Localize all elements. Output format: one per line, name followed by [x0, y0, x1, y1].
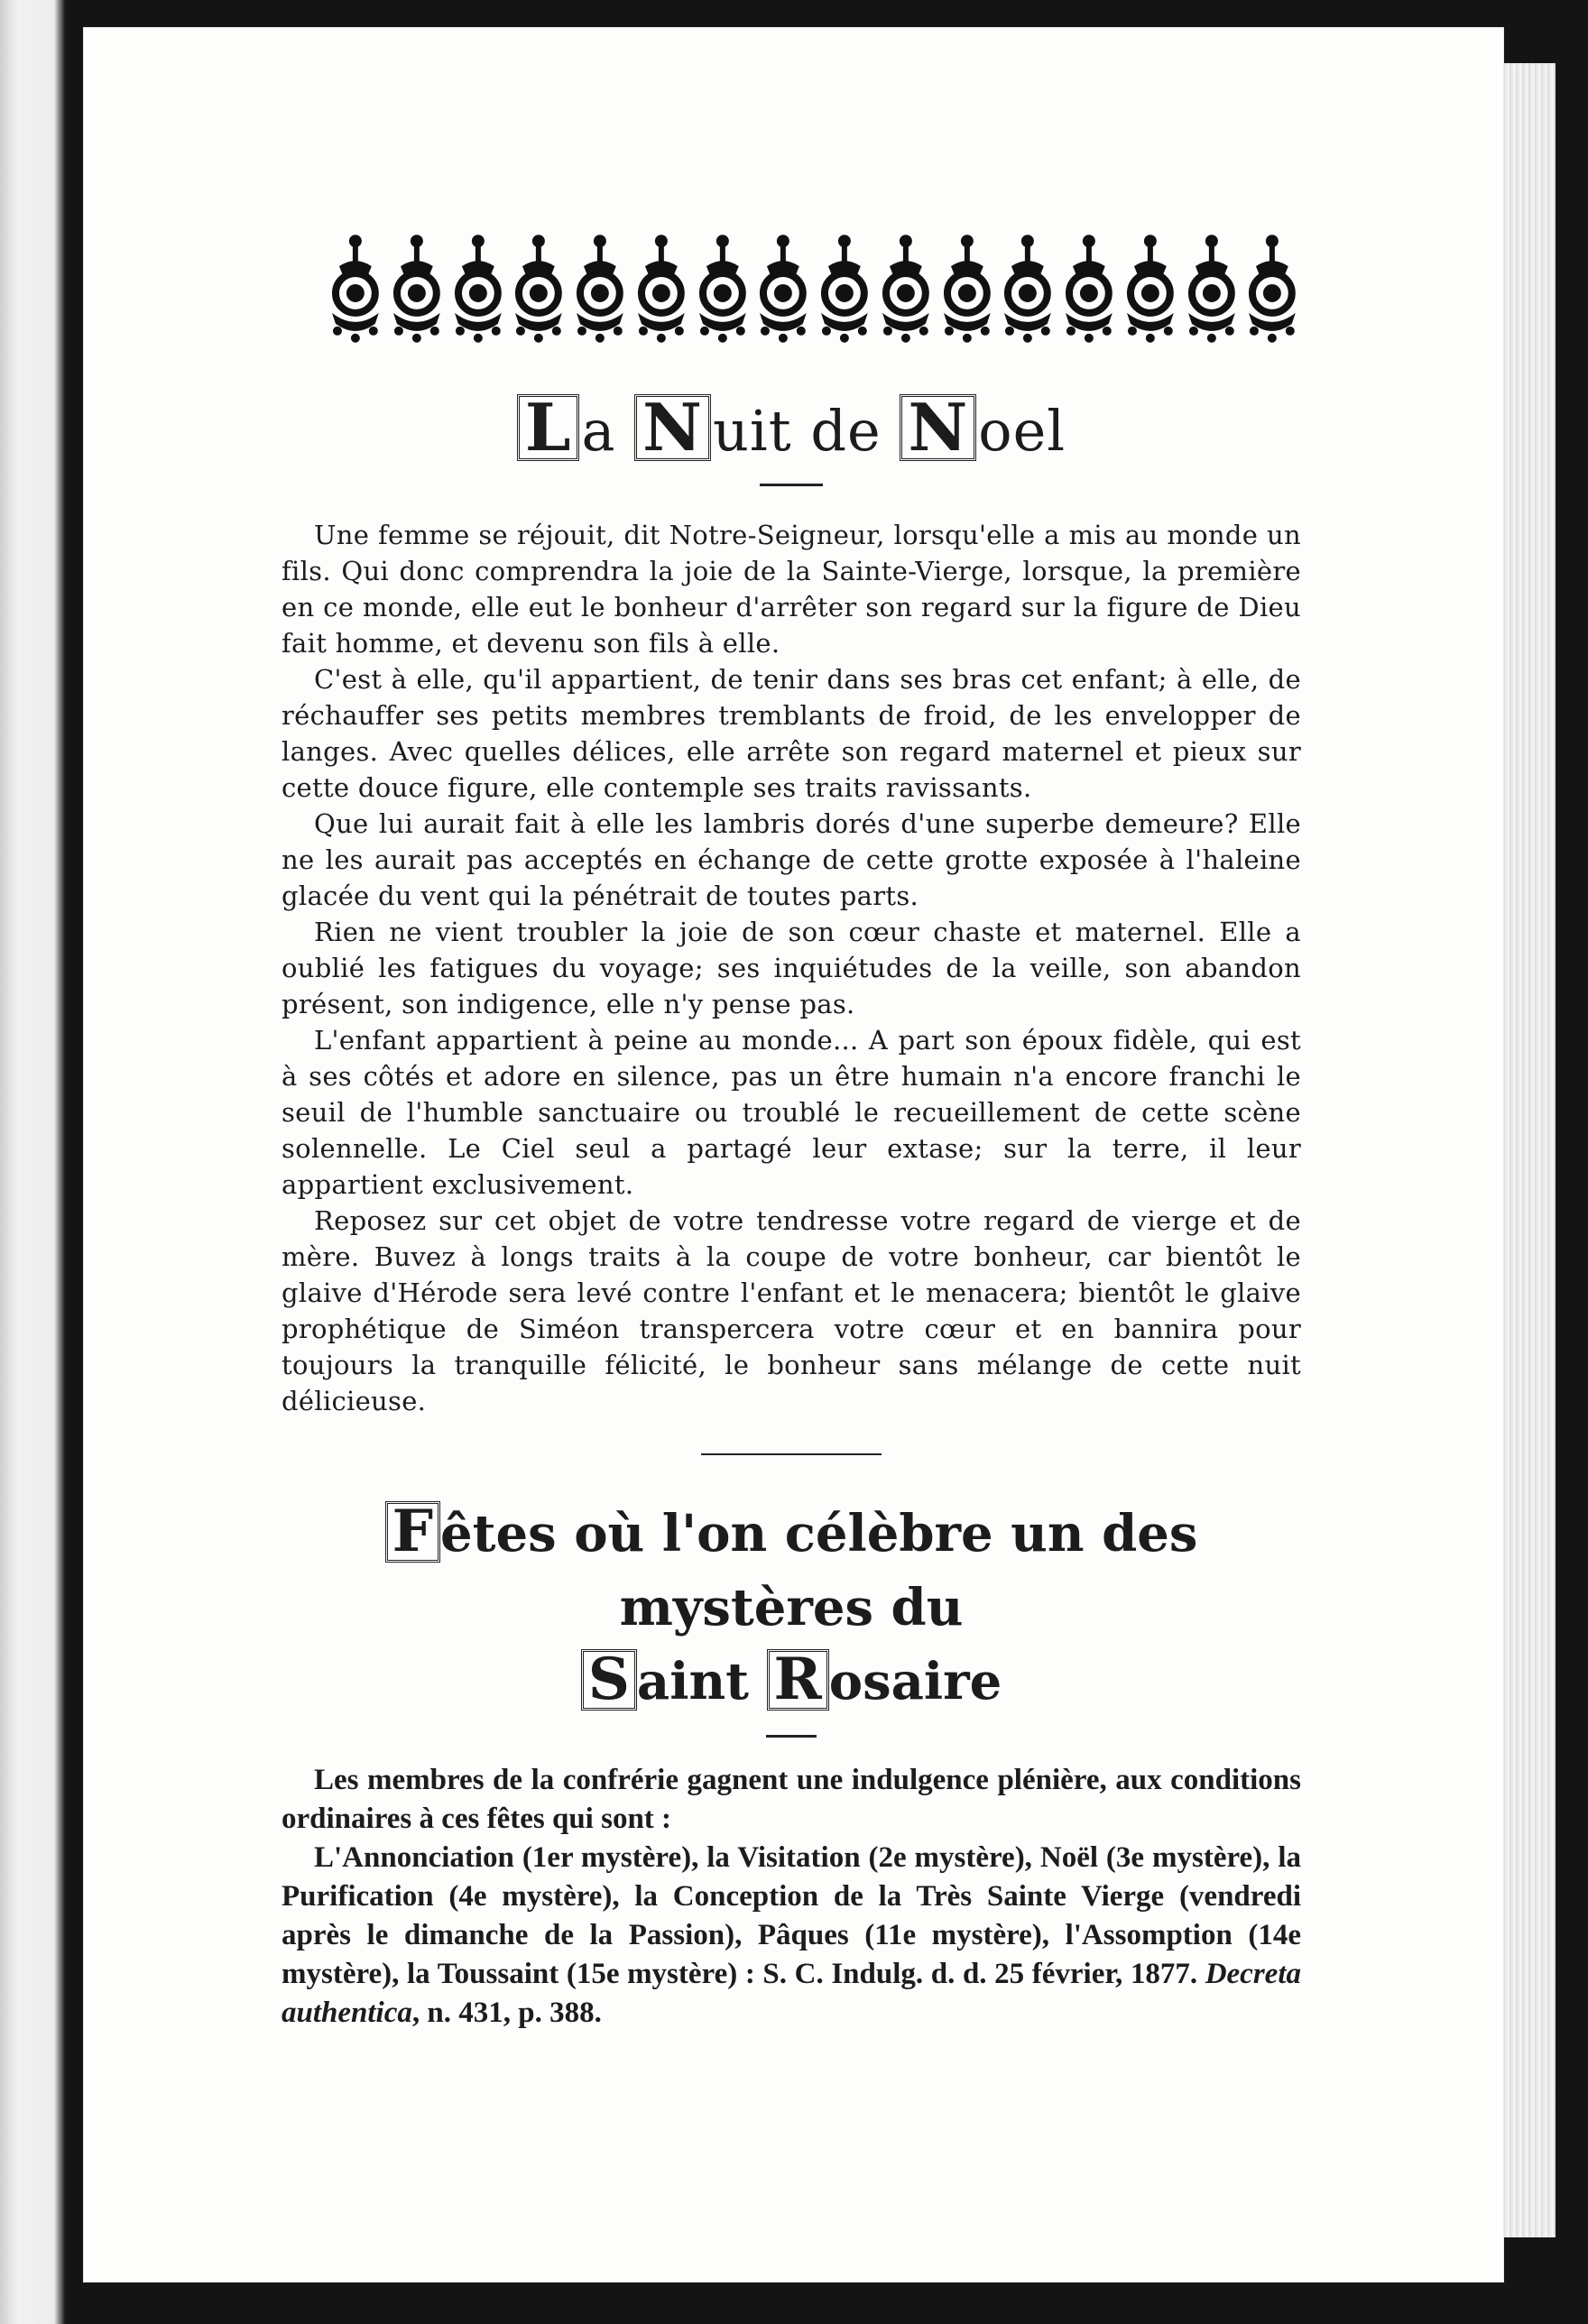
page-content — [282, 230, 1301, 2033]
crown-wreath-icon — [754, 230, 812, 347]
paragraph: L'enfant appartient à peine au monde... A part son époux fidèle, qui est à ses côtés et adore en silence, pas un être humain n'a encore franchi le seuil de l'humble sanctuaire ou troublé le recueillement de cette scène solennelle. Le Ciel seul a partagé leur extase; sur la terre, il leur appartient exclusivement. — [282, 1025, 1301, 1200]
citation-tail: , n. 431, p. 388. — [411, 1997, 602, 2029]
drop-cap: F — [385, 1501, 440, 1563]
section-body — [282, 517, 1301, 1419]
crown-wreath-icon — [1122, 230, 1179, 347]
title-text: osaire — [828, 1652, 1002, 1711]
paragraph: Que lui aurait fait à elle les lambris dorés d'une superbe demeure? Elle ne les aurait pas acceptés en échange de cette grotte exposée à l'haleine glacée du vent qui la pénétrait de toutes parts. — [282, 808, 1301, 911]
book-page — [83, 27, 1504, 2282]
crown-wreath-icon — [571, 230, 629, 347]
paragraph: Une femme se réjouit, dit Notre-Seigneur, lorsqu'elle a mis au monde un fils. Qui donc comprendra la joie de la Sainte-Vierge, lorsque, la première en ce monde, elle eut le bonheur d'arrêter son regard sur la figure de Dieu fait homme, et devenu son fils à elle. — [282, 520, 1301, 659]
crown-wreath-icon — [388, 230, 446, 347]
drop-cap: L — [517, 394, 580, 461]
crown-wreath-icon — [938, 230, 996, 347]
section-title-fetes — [282, 1497, 1301, 1719]
facing-page-edge — [0, 0, 70, 2324]
citation-title: Decreta authentica — [282, 1958, 1301, 2029]
crown-wreath-icon — [1243, 230, 1301, 347]
section-title-nuit-de-noel — [282, 389, 1301, 466]
title-underline — [766, 1735, 817, 1738]
crown-wreath-icon — [1060, 230, 1118, 347]
page-stack-edge — [1498, 63, 1556, 2237]
drop-cap: R — [767, 1649, 829, 1711]
ornamental-border — [327, 230, 1301, 347]
crown-wreath-icon — [1183, 230, 1241, 347]
paragraph: Rien ne vient troubler la joie de son cœur chaste et maternel. Elle a oublié les fatigues du voyage; ses inquiétudes de la veille, son abandon présent, son indigence, elle n'y pense pas. — [282, 917, 1301, 1019]
crown-wreath-icon — [999, 230, 1057, 347]
section-divider — [701, 1453, 882, 1455]
crown-wreath-icon — [449, 230, 507, 347]
title-text: aint — [636, 1652, 767, 1711]
title-text: oel — [978, 398, 1066, 464]
paragraph-text: L'Annonciation (1er mystère), la Visitation (2e mystère), Noël (3e mystère), la Purification (4e mystère), la Conception de la Très Sainte Vierge (vendredi après le dimanche de la Passion), Pâques (11e mystère), l'Assomption (14e mystère), la Toussaint (15e mystère) : S. C. Indulg. d. d. 25 février, 1877. — [282, 1841, 1301, 1990]
paragraph: Reposez sur cet objet de votre tendresse votre regard de vierge et de mère. Buvez à longs traits à la coupe de votre bonheur, car bientôt le glaive d'Hérode sera levé contre l'enfant et le menacera; bientôt le glaive prophétique de Siméon transpercera votre cœur et en bannira pour toujours la tranquille félicité, le bonheur sans mélange de cette nuit délicieuse. — [282, 1205, 1301, 1416]
paragraph — [282, 1839, 1301, 2033]
section-body — [282, 1761, 1301, 2033]
crown-wreath-icon — [816, 230, 873, 347]
title-text: a — [581, 398, 635, 464]
title-text: êtes où l'on célèbre un des mystères du — [440, 1504, 1198, 1637]
title-text: uit de — [712, 398, 900, 464]
crown-wreath-icon — [327, 230, 384, 347]
crown-wreath-icon — [510, 230, 568, 347]
crown-wreath-icon — [877, 230, 935, 347]
paragraph: Les membres de la confrérie gagnent une indulgence plénière, aux conditions ordinaires à ces fêtes qui sont : — [282, 1764, 1301, 1835]
drop-cap: N — [634, 394, 711, 461]
crown-wreath-icon — [694, 230, 752, 347]
title-underline — [760, 484, 823, 486]
paragraph: C'est à elle, qu'il appartient, de tenir dans ses bras cet enfant; à elle, de réchauffer ses petits membres tremblants de froid, de les envelopper de langes. Avec quelles délices, elle arrête son regard maternel et pieux sur cette douce figure, elle contemple ses traits ravissants. — [282, 664, 1301, 803]
drop-cap: S — [581, 1649, 637, 1711]
drop-cap: N — [900, 394, 976, 461]
crown-wreath-icon — [632, 230, 690, 347]
